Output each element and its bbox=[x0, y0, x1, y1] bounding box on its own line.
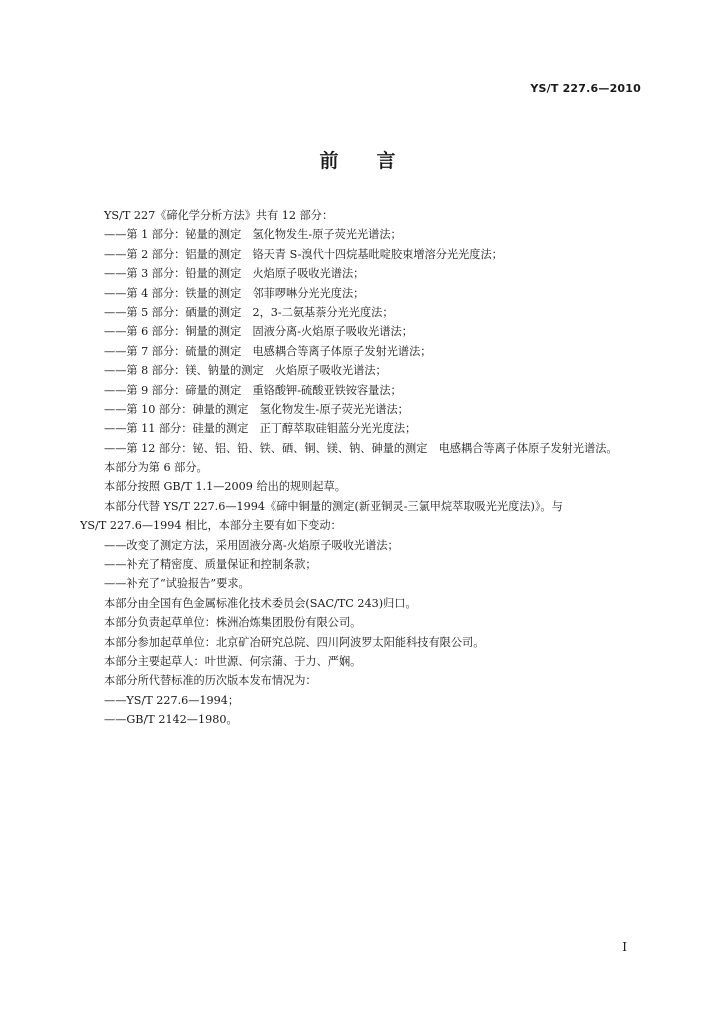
text-line: 本部分由全国有色金属标准化技术委员会(SAC/TC 243)归口。 bbox=[104, 596, 417, 610]
text-line: ——第 4 部分：铁量的测定 邻菲啰啉分光光度法； bbox=[104, 286, 365, 300]
text-line: ——YS/T 227.6—1994； bbox=[104, 693, 240, 707]
text-line: 本部分负责起草单位：株洲冶炼集团股份有限公司。 bbox=[104, 616, 362, 630]
text-line: ——第 1 部分：铋量的测定 氢化物发生-原子荧光光谱法； bbox=[104, 228, 402, 242]
page-title: 前言 bbox=[319, 150, 434, 172]
text-line: ——第 7 部分：硫量的测定 电感耦合等离子体原子发射光谱法； bbox=[104, 344, 432, 358]
text-line: ——第 10 部分：砷量的测定 氢化物发生-原子荧光光谱法； bbox=[104, 402, 409, 416]
text-line: 本部分为第 6 部分。 bbox=[104, 461, 208, 475]
page-number: I bbox=[622, 940, 627, 954]
text-line: ——第 6 部分：铜量的测定 固液分离-火焰原子吸收光谱法； bbox=[104, 325, 413, 339]
standard-number: YS/T 227.6—2010 bbox=[530, 82, 641, 95]
text-line: 本部分代替 YS/T 227.6—1994《碲中铜量的测定(新亚铜灵-三氯甲烷萃取吸光光度法)》。与 bbox=[104, 499, 563, 513]
text-line: YS/T 227.6—1994 相比，本部分主要有如下变动： bbox=[80, 519, 342, 533]
text-line: 本部分参加起草单位：北京矿冶研究总院、四川阿波罗太阳能科技有限公司。 bbox=[104, 635, 485, 649]
text-line: 本部分所代替标准的历次版本发布情况为： bbox=[104, 674, 317, 688]
text-line: YS/T 227《碲化学分析方法》共有 12 部分： bbox=[104, 209, 334, 222]
text-line: ——第 9 部分：碲量的测定 重铬酸钾-硫酸亚铁铵容量法； bbox=[104, 383, 402, 397]
document-body bbox=[80, 206, 645, 730]
text-line: ——第 5 部分：硒量的测定 2，3-二氨基萘分光光度法； bbox=[104, 305, 394, 319]
text-line: ——第 8 部分：镁、钠量的测定 火焰原子吸收光谱法； bbox=[104, 364, 387, 378]
text-line: ——补充了“试验报告”要求。 bbox=[104, 577, 250, 591]
text-line: ——第 3 部分：铅量的测定 火焰原子吸收光谱法； bbox=[104, 267, 365, 281]
text-line: 本部分主要起草人：叶世源、何宗蒲、于力、严娴。 bbox=[104, 654, 362, 668]
text-line: 本部分按照 GB/T 1.1—2009 给出的规则起草。 bbox=[104, 480, 346, 494]
text-line: ——第 11 部分：硅量的测定 正丁醇萃取硅钼蓝分光光度法； bbox=[104, 422, 417, 436]
text-line: ——GB/T 2142—1980。 bbox=[104, 713, 238, 727]
text-line: ——第 12 部分：铋、铝、铅、铁、硒、铜、镁、钠、砷量的测定 电感耦合等离子体原子发射光谱法。 bbox=[104, 441, 618, 455]
text-line: ——第 2 部分：铝量的测定 铬天青 S-溴代十四烷基吡啶胶束增溶分光光度法； bbox=[104, 247, 503, 261]
text-line: ——补充了精密度、质量保证和控制条款； bbox=[104, 558, 317, 572]
text-line: ——改变了测定方法，采用固液分离-火焰原子吸收光谱法； bbox=[104, 538, 399, 552]
